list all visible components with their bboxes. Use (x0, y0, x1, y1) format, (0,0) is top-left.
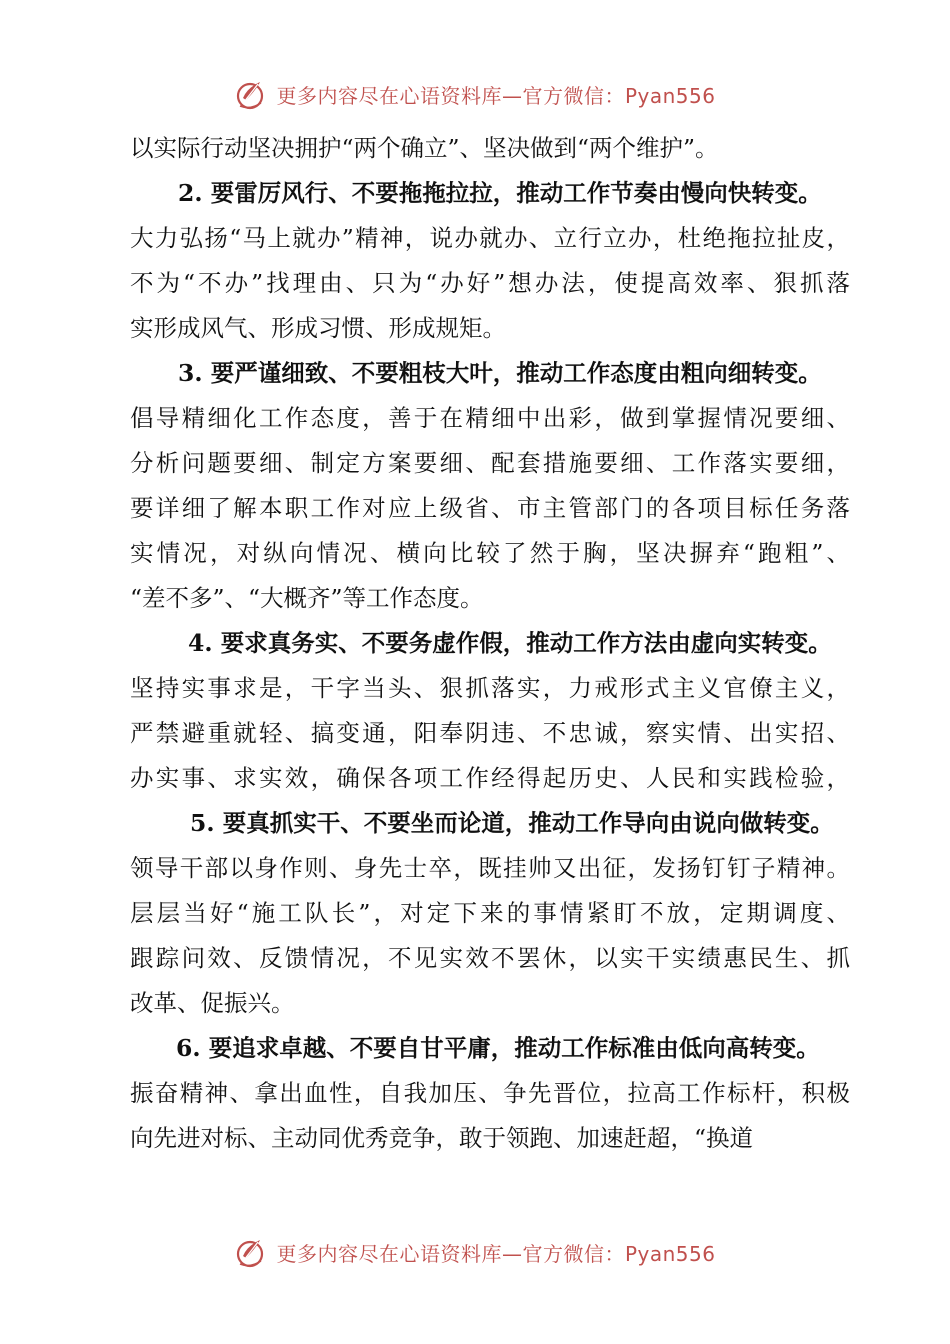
section-heading: 6. 要追求卓越、不要自甘平庸，推动工作标准由低向高转变。 (176, 1034, 820, 1062)
text-line: 改革、促振兴。 (130, 989, 295, 1017)
text-line: 倡导精细化工作态度，善于在精细中出彩，做到掌握情况要细、 (130, 404, 850, 432)
text-line: 不为“不办”找理由、只为“办好”想办法，使提高效率、狠抓落 (130, 269, 850, 297)
text-line: 以实际行动坚决拥护“两个确立”、坚决做到“两个维护”。 (130, 134, 719, 162)
section-heading: 3. 要严谨细致、不要粗枝大叶，推动工作态度由粗向细转变。 (178, 359, 822, 387)
quill-logo-icon (234, 76, 270, 112)
section-heading: 4. 要求真务实、不要务虚作假，推动工作方法由虚向实转变。 (188, 629, 832, 657)
text-line: 向先进对标、主动同优秀竞争，敢于领跑、加速赶超，“换道 (130, 1124, 754, 1152)
text-line: 大力弘扬“马上就办”精神，说办就办、立行立办，杜绝拖拉扯皮， (130, 224, 850, 252)
text-line: 跟踪问效、反馈情况，不见实效不罢休，以实干实绩惠民生、抓 (130, 944, 850, 972)
text-line: 分析问题要细、制定方案要细、配套措施要细、工作落实要细， (130, 449, 850, 477)
text-line: 严禁避重就轻、搞变通，阳奉阴违、不忠诚，察实情、出实招、 (130, 719, 850, 747)
text-line: 实情况，对纵向情况、横向比较了然于胸，坚决摒弃“跑粗”、 (130, 539, 850, 567)
document-body (130, 126, 850, 1161)
text-line: 振奋精神、拿出血性，自我加压、争先晋位，拉高工作标杆，积极 (130, 1079, 850, 1107)
quill-logo-icon (234, 1234, 270, 1270)
watermark-banner-top (0, 72, 950, 116)
text-line: “差不多”、“大概齐”等工作态度。 (130, 584, 484, 612)
text-line: 领导干部以身作则、身先士卒，既挂帅又出征，发扬钉钉子精神。 (130, 854, 850, 882)
section-heading: 2. 要雷厉风行、不要拖拖拉拉，推动工作节奏由慢向快转变。 (178, 179, 822, 207)
watermark-text: 更多内容尽在心语资料库—官方微信：Pyan556 (276, 83, 716, 108)
watermark-text: 更多内容尽在心语资料库—官方微信：Pyan556 (276, 1241, 716, 1266)
section-heading: 5. 要真抓实干、不要坐而论道，推动工作导向由说向做转变。 (190, 809, 834, 837)
text-line: 实形成风气、形成习惯、形成规矩。 (130, 314, 506, 342)
text-line: 办实事、求实效，确保各项工作经得起历史、人民和实践检验， (130, 764, 850, 792)
watermark-banner-bottom (0, 1230, 950, 1274)
text-line: 坚持实事求是，干字当头、狠抓落实，力戒形式主义官僚主义， (130, 674, 850, 702)
text-line: 要详细了解本职工作对应上级省、市主管部门的各项目标任务落 (130, 494, 850, 522)
text-line: 层层当好“施工队长”，对定下来的事情紧盯不放，定期调度、 (130, 899, 850, 927)
